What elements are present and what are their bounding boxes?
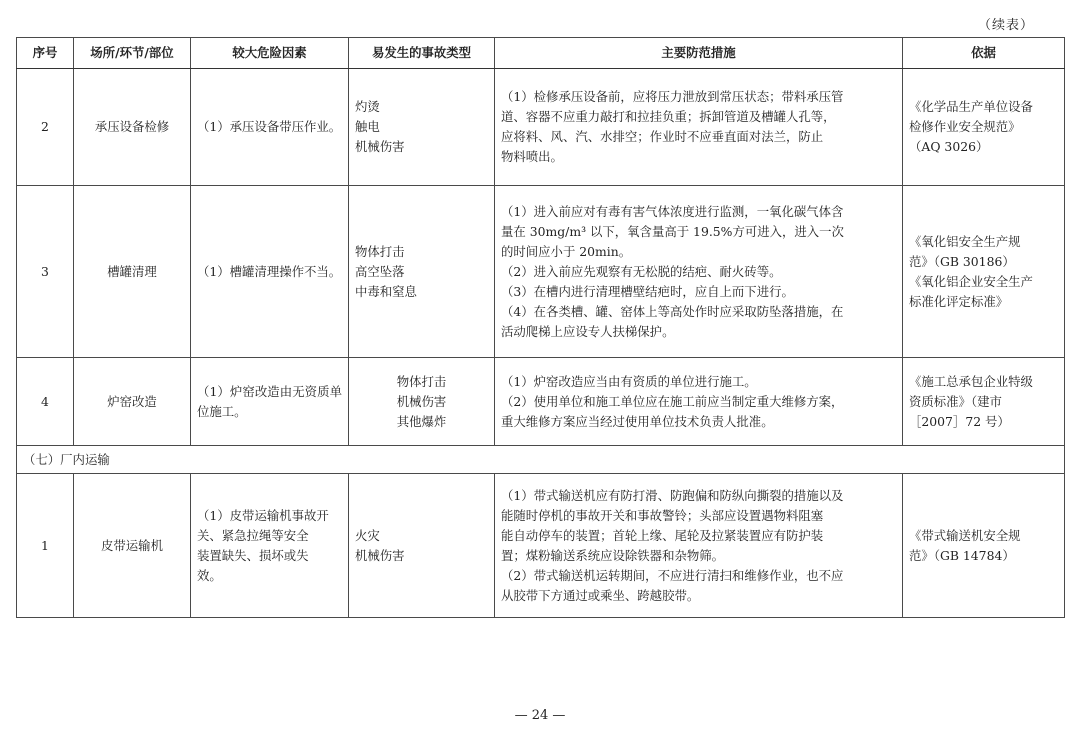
section-label: （七）厂内运输 xyxy=(17,446,1065,474)
basis-line: 《氧化铝安全生产规 xyxy=(909,233,1021,249)
measure-line: （2）带式输送机运转期间，不应进行清扫和维修作业，也不应 xyxy=(501,567,844,583)
measure-line: 活动爬梯上应设专人扶梯保护。 xyxy=(501,323,675,339)
table-row xyxy=(17,186,1065,358)
measure-line: （1）进入前应对有毒有害气体浓度进行监测，一氧化碳气体含 xyxy=(501,203,844,219)
hazard-table xyxy=(16,37,1065,618)
accident-type: 物体打击 xyxy=(355,243,405,259)
measure-line: （4）在各类槽、罐、窑体上等高处作时应采取防坠落措施，在 xyxy=(501,303,844,319)
measure-line: 物料喷出。 xyxy=(501,149,563,164)
measure-line: （1）带式输送机应有防打滑、防跑偏和防纵向撕裂的措施以及 xyxy=(501,487,844,503)
table-row xyxy=(17,69,1065,186)
cell-accident xyxy=(349,69,495,186)
cell-hazard: （1）槽罐清理操作不当。 xyxy=(191,186,349,358)
cell-measures xyxy=(495,69,903,186)
measure-line: 从胶带下方通过或乘坐、跨越胶带。 xyxy=(501,587,700,603)
cell-measures xyxy=(495,186,903,358)
measure-line: 能随时停机的事故开关和事故警铃；头部应设置遇物料阻塞 xyxy=(501,507,824,523)
cell-basis xyxy=(903,358,1065,446)
cell-place: 承压设备检修 xyxy=(74,69,191,186)
accident-type: 机械伤害 xyxy=(355,547,405,563)
cell-accident xyxy=(349,186,495,358)
cell-accident xyxy=(349,474,495,618)
basis-line: ［2007］72 号） xyxy=(909,413,1010,429)
continued-label: （续表） xyxy=(977,18,1034,33)
measure-line: （2）进入前应先观察有无松脱的结疤、耐火砖等。 xyxy=(501,263,782,279)
measure-line: 道、容器不应重力敲打和拉挂负重；拆卸管道及槽罐人孔等， xyxy=(501,109,836,124)
cell-seq: 4 xyxy=(17,358,74,446)
accident-type: 其他爆炸 xyxy=(396,413,447,429)
header-measures: 主要防范措施 xyxy=(495,38,903,69)
basis-line: 《带式输送机安全规 xyxy=(909,527,1021,543)
basis-line: 范》（GB 30186） xyxy=(909,253,1015,269)
cell-accident xyxy=(349,358,495,446)
measure-line: （2）使用单位和施工单位应在施工前应当制定重大维修方案， xyxy=(501,393,844,409)
table-row xyxy=(17,474,1065,618)
cell-place: 槽罐清理 xyxy=(74,186,191,358)
cell-basis xyxy=(903,186,1065,358)
basis-line: 范》（GB 14784） xyxy=(909,547,1015,563)
cell-seq: 2 xyxy=(17,69,74,186)
header-hazard: 较大危险因素 xyxy=(191,38,349,69)
accident-type: 火灾 xyxy=(355,527,380,543)
cell-basis xyxy=(903,474,1065,618)
cell-seq: 3 xyxy=(17,186,74,358)
basis-line: 检修作业安全规范》 xyxy=(909,119,1021,134)
basis-line: 《施工总承包企业特级 xyxy=(909,373,1033,389)
table-row xyxy=(17,358,1065,446)
cell-hazard: （1）承压设备带压作业。 xyxy=(191,69,349,186)
measure-line: （1）炉窑改造应当由有资质的单位进行施工。 xyxy=(501,373,757,389)
cell-hazard: （1）炉窑改造由无资质单位施工。 xyxy=(191,358,349,446)
measure-line: 量在 30mg/m³ 以下，氧含量高于 19.5%方可进入，进入一次 xyxy=(501,223,844,239)
cell-place: 炉窑改造 xyxy=(74,358,191,446)
cell-basis xyxy=(903,69,1065,186)
measure-line: 能自动停车的装置；首轮上缘、尾轮及拉紧装置应有防护装 xyxy=(501,527,824,543)
cell-hazard xyxy=(191,474,349,618)
measure-line: 的时间应小于 20min。 xyxy=(501,243,632,259)
measure-line: 应将料、风、汽、水排空；作业时不应垂直面对法兰，防止 xyxy=(501,129,824,144)
basis-line: 资质标准》（建市 xyxy=(909,393,1002,409)
measure-line: （3）在槽内进行清理槽壁结疤时，应自上而下进行。 xyxy=(501,283,794,299)
accident-type: 机械伤害 xyxy=(396,393,447,409)
header-basis: 依据 xyxy=(903,38,1065,69)
basis-line: 《氧化铝企业安全生产 xyxy=(909,273,1033,289)
hazard-line: （1）皮带运输机事故开 xyxy=(197,507,329,523)
section-row xyxy=(17,446,1065,474)
accident-type: 高空坠落 xyxy=(355,263,405,279)
accident-type: 机械伤害 xyxy=(355,139,405,154)
table-header-row xyxy=(17,38,1065,69)
cell-measures xyxy=(495,358,903,446)
cell-place: 皮带运输机 xyxy=(74,474,191,618)
hazard-line: 效。 xyxy=(197,567,222,583)
header-place: 场所/环节/部位 xyxy=(74,38,191,69)
header-seq: 序号 xyxy=(17,38,74,69)
basis-line: （AQ 3026） xyxy=(909,139,989,154)
accident-type: 灼烫 xyxy=(355,99,380,114)
accident-type: 中毒和窒息 xyxy=(355,283,417,299)
cell-seq: 1 xyxy=(17,474,74,618)
measure-line: 置；煤粉输送系统应设除铁器和杂物筛。 xyxy=(501,547,725,563)
measure-line: （1）检修承压设备前，应将压力泄放到常压状态；带料承压管 xyxy=(501,89,844,104)
hazard-line: 装置缺失、损坏或失 xyxy=(197,547,309,563)
hazard-line: 关、紧急拉绳等安全 xyxy=(197,527,309,543)
measure-line: 重大维修方案应当经过使用单位技术负责人批准。 xyxy=(501,413,774,429)
accident-type: 物体打击 xyxy=(396,373,447,389)
cell-measures xyxy=(495,474,903,618)
header-accident: 易发生的事故类型 xyxy=(349,38,495,69)
basis-line: 《化学品生产单位设备 xyxy=(909,99,1033,114)
basis-line: 标准化评定标准》 xyxy=(909,293,1009,309)
page-number: — 24 — xyxy=(514,708,566,723)
accident-type: 触电 xyxy=(355,119,380,134)
